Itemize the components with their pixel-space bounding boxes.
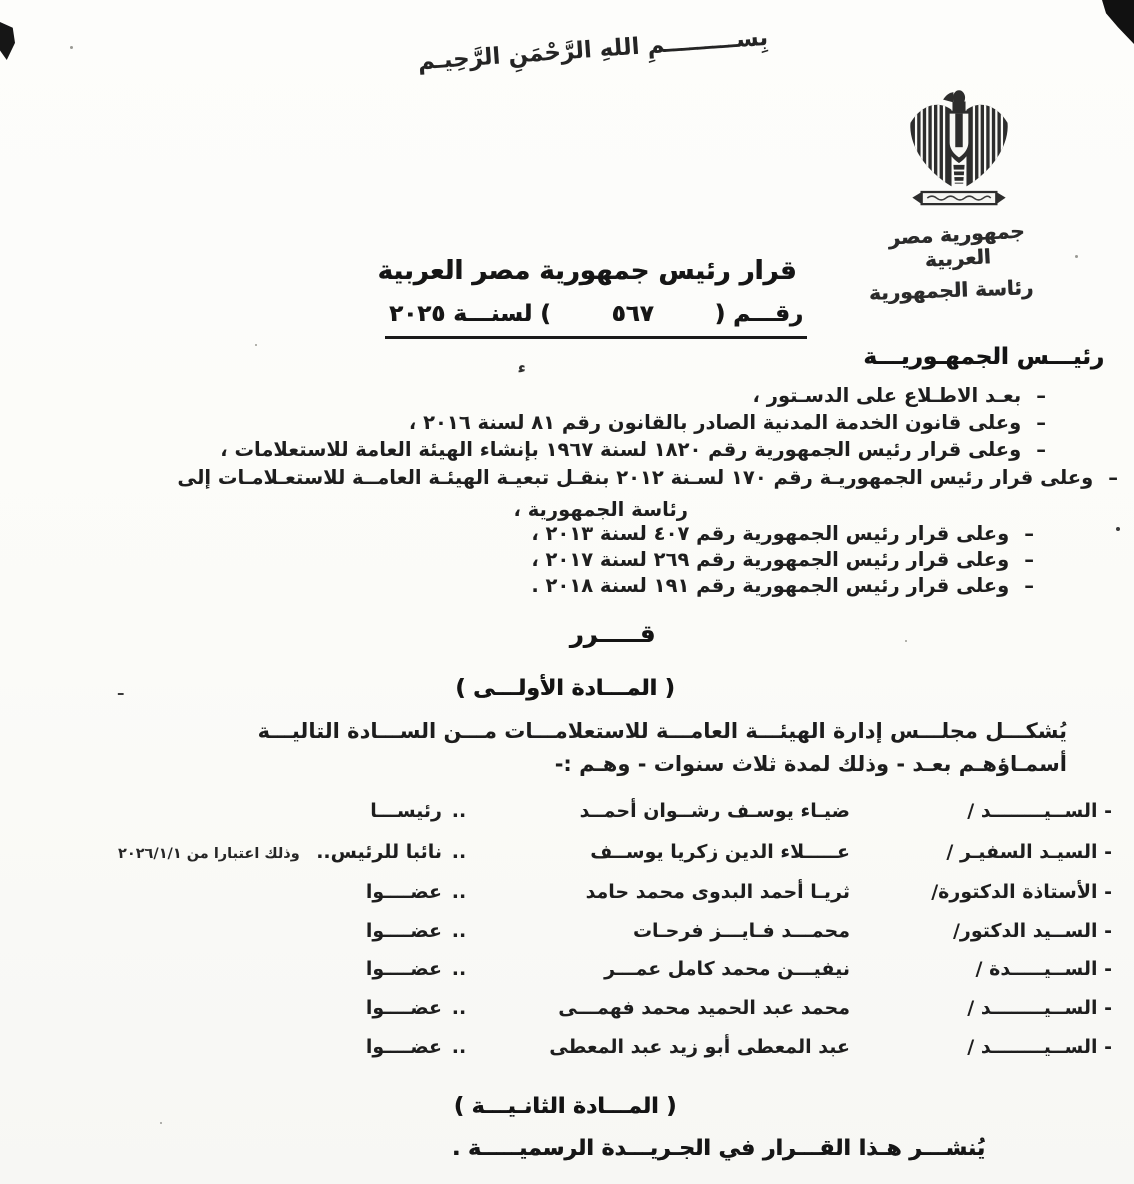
egypt-coat-of-arms-icon xyxy=(903,86,1015,218)
member-row xyxy=(118,841,1112,863)
preamble-item xyxy=(177,466,1118,490)
article-one-body-line2: أسمـاؤهـم بعـد - وذلك لمدة ثلاث سنوات - وهـم :- xyxy=(554,752,1067,776)
member-name: ضيـاء يوسـف رشــوان أحمــد xyxy=(579,800,850,822)
emblem-caption-presidency: رئاسة الجمهورية xyxy=(868,275,1034,305)
member-title: - الســيــــــــد / xyxy=(967,800,1112,822)
emblem-caption-republic: جمهورية مصر العربية xyxy=(887,218,1026,272)
bullet-dash: – xyxy=(1108,466,1118,489)
member-role: عضــــوا xyxy=(365,958,442,980)
member-role: عضــــوا xyxy=(365,1036,442,1058)
member-row xyxy=(118,800,1112,822)
member-role: نائبا للرئيس.. xyxy=(316,841,442,863)
member-title: - الســيــــــــد / xyxy=(967,1036,1112,1058)
preamble-text: وعلى قانون الخدمة المدنية الصادر بالقانون رقم ٨١ لسنة ٢٠١٦ ، xyxy=(408,411,1022,434)
bullet-dash: – xyxy=(1036,384,1046,407)
member-note: وذلك اعتبارا من ٢٠٢٦/١/١ xyxy=(118,846,300,862)
preamble-text: وعلى قرار رئيس الجمهورية رقم ٢٦٩ لسنة ٢٠١٧ ، xyxy=(531,548,1010,571)
article-two-body: يُنشـــر هـذا القـــرار في الجـريـــدة الرسميـــــة . xyxy=(451,1136,985,1161)
preamble-text: رئاسة الجمهورية ، xyxy=(513,498,688,521)
member-name: عبد المعطى أبو زيد عبد المعطى xyxy=(549,1036,850,1058)
bullet-dash: – xyxy=(1036,438,1046,461)
bismillah-calligraphy: بِســـــــــمِ اللهِ الرَّحْمَنِ الرَّحِيـم xyxy=(417,24,769,76)
preamble-text: وعلى قرار رئيس الجمهورية رقم ١٩١ لسنة ٢٠١٨ . xyxy=(531,574,1010,597)
member-separator: .. xyxy=(451,1036,467,1058)
member-name: محمـــد فـايـــز فرحـات xyxy=(632,920,850,942)
scan-speck xyxy=(70,46,73,49)
preamble-item xyxy=(409,411,1046,435)
member-role: عضــــوا xyxy=(365,881,442,903)
member-title: - الســيد الدكتور/ xyxy=(952,920,1112,942)
member-title: - الســيـــــدة / xyxy=(975,958,1112,980)
scan-corner-artifact xyxy=(1094,0,1134,44)
bullet-dash: – xyxy=(1024,522,1034,545)
member-row xyxy=(118,920,1112,942)
article-one-heading: ( المـــادة الأولـــى ) xyxy=(455,676,675,701)
issuer-heading: رئيـــس الجمهـوريـــة xyxy=(863,344,1104,370)
preamble-item xyxy=(531,548,1034,572)
preamble-item xyxy=(531,522,1034,546)
decree-number-line xyxy=(385,301,807,339)
member-name: عـــــلاء الدين زكريا يوســف xyxy=(590,841,850,863)
scan-speck xyxy=(1075,255,1078,258)
preamble-item xyxy=(220,438,1046,462)
member-row xyxy=(118,958,1112,980)
scan-speck xyxy=(1116,527,1120,531)
article-one-body-line1: يُشكـــل مجلـــس إدارة الهيئـــة العامـــة للاستعلامـــات مـــن الســـادة التاليـــة xyxy=(257,719,1067,743)
member-separator: .. xyxy=(451,997,467,1019)
stray-ink-mark: ـ xyxy=(118,680,124,699)
scan-speck xyxy=(905,640,907,642)
preamble-text: بعـد الاطـلاع على الدسـتور ، xyxy=(752,384,1022,407)
scan-corner-artifact xyxy=(0,22,15,60)
member-title: - السيـد السفيـر / xyxy=(946,841,1112,863)
member-separator: .. xyxy=(451,800,467,822)
scan-speck xyxy=(160,1122,162,1124)
member-row xyxy=(118,881,1112,903)
article-two-heading: ( المـــادة الثانـيـــة ) xyxy=(453,1094,677,1119)
bullet-dash: – xyxy=(1024,548,1034,571)
member-name: محمد عبد الحميد محمد فهمـــى xyxy=(558,997,850,1019)
stray-ink-mark: ء xyxy=(516,357,528,378)
member-name: نيفيـــن محمد كامل عمـــر xyxy=(604,958,850,980)
scan-speck xyxy=(255,344,257,346)
member-name: ثريـا أحمد البدوى محمد حامد xyxy=(585,881,850,903)
preamble-text: وعلى قرار رئيس الجمهورية رقم ٤٠٧ لسنة ٢٠١٣ ، xyxy=(531,522,1010,545)
preamble-item xyxy=(531,574,1034,598)
member-role: رئيســـا xyxy=(370,800,442,822)
member-role: عضــــوا xyxy=(365,997,442,1019)
decree-number-value: ٥٦٧ xyxy=(611,301,654,327)
bullet-dash: – xyxy=(1024,574,1034,597)
member-separator: .. xyxy=(451,881,467,903)
preamble-text: وعلى قرار رئيس الجمهورية رقم ١٨٢٠ لسنة ١٩٦٧ بإنشاء الهيئة العامة للاستعلامات ، xyxy=(220,438,1022,461)
decree-title: قرار رئيس جمهورية مصر العربية xyxy=(377,256,797,286)
member-separator: .. xyxy=(451,841,467,863)
preamble-continuation xyxy=(514,498,688,522)
preamble-text: وعلى قرار رئيس الجمهوريـة رقم ١٧٠ لسـنة ٢٠١٢ بنقـل تبعيـة الهيئـة العامــة للاستعـلامـات إلى xyxy=(177,466,1094,489)
member-title: - الســيــــــــد / xyxy=(967,997,1112,1019)
member-separator: .. xyxy=(451,958,467,980)
member-title: - الأستاذة الدكتورة/ xyxy=(931,881,1112,903)
decree-number-year: ) لسنـــة ٢٠٢٥ xyxy=(389,301,551,327)
decree-number-prefix: رقـــم ( xyxy=(714,301,803,327)
member-separator: .. xyxy=(451,920,467,942)
bullet-dash: – xyxy=(1036,411,1046,434)
preamble-item xyxy=(753,384,1046,408)
member-row xyxy=(118,1036,1112,1058)
member-row xyxy=(118,997,1112,1019)
member-role: عضــــوا xyxy=(365,920,442,942)
decreed-word: قـــــرر xyxy=(569,620,656,648)
